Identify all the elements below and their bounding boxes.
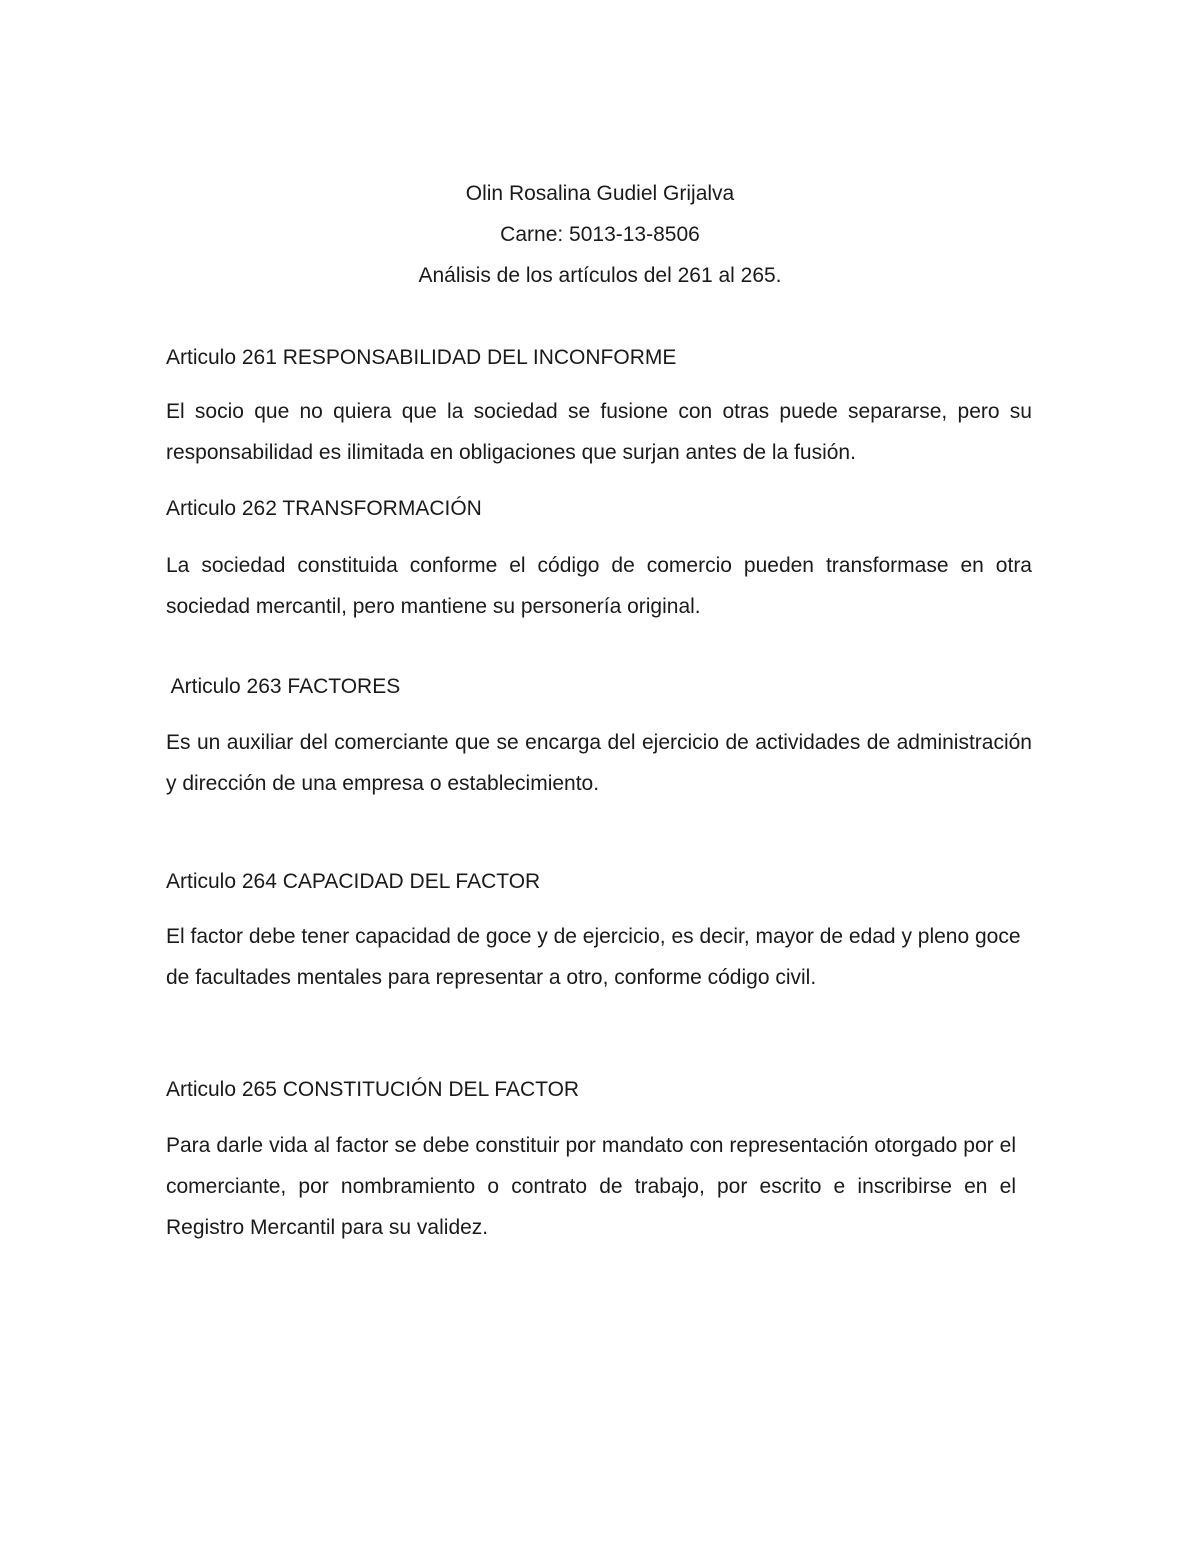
article-263-body: Es un auxiliar del comerciante que se encarga del ejercicio de actividades de administración y dirección de una empresa o establecimiento. [166, 731, 1032, 795]
author-name: Olin Rosalina Gudiel Grijalva [465, 182, 735, 205]
student-id: Carne: 5013-13-8506 [500, 223, 700, 246]
article-262-heading: Articulo 262 TRANSFORMACIÓN [166, 497, 482, 520]
article-264-heading: Articulo 264 CAPACIDAD DEL FACTOR [166, 870, 541, 893]
article-262-body: La sociedad constituida conforme el código de comercio pueden transformase en otra sociedad mercantil, pero mantiene su personería original. [166, 554, 1032, 618]
article-265-body: Para darle vida al factor se debe constituir por mandato con representación otorgado por el comerciante, por nombramiento o contrato de trabajo, por escrito e inscribirse en el Registro Mercantil para su validez. [166, 1134, 1016, 1239]
article-265-heading: Articulo 265 CONSTITUCIÓN DEL FACTOR [166, 1078, 580, 1101]
article-263-heading: Articulo 263 FACTORES [166, 675, 401, 698]
article-264-body: El factor debe tener capacidad de goce y de ejercicio, es decir, mayor de edad y pleno goce de facultades mentales para representar a otro, conforme código civil. [166, 925, 1021, 989]
article-261-body: El socio que no quiera que la sociedad se fusione con otras puede separarse, pero su responsabilidad es ilimitada en obligaciones que surjan antes de la fusión. [166, 400, 1032, 464]
article-261-heading: Articulo 261 RESPONSABILIDAD DEL INCONFORME [166, 346, 677, 369]
document-title: Análisis de los artículos del 261 al 265. [418, 264, 782, 287]
